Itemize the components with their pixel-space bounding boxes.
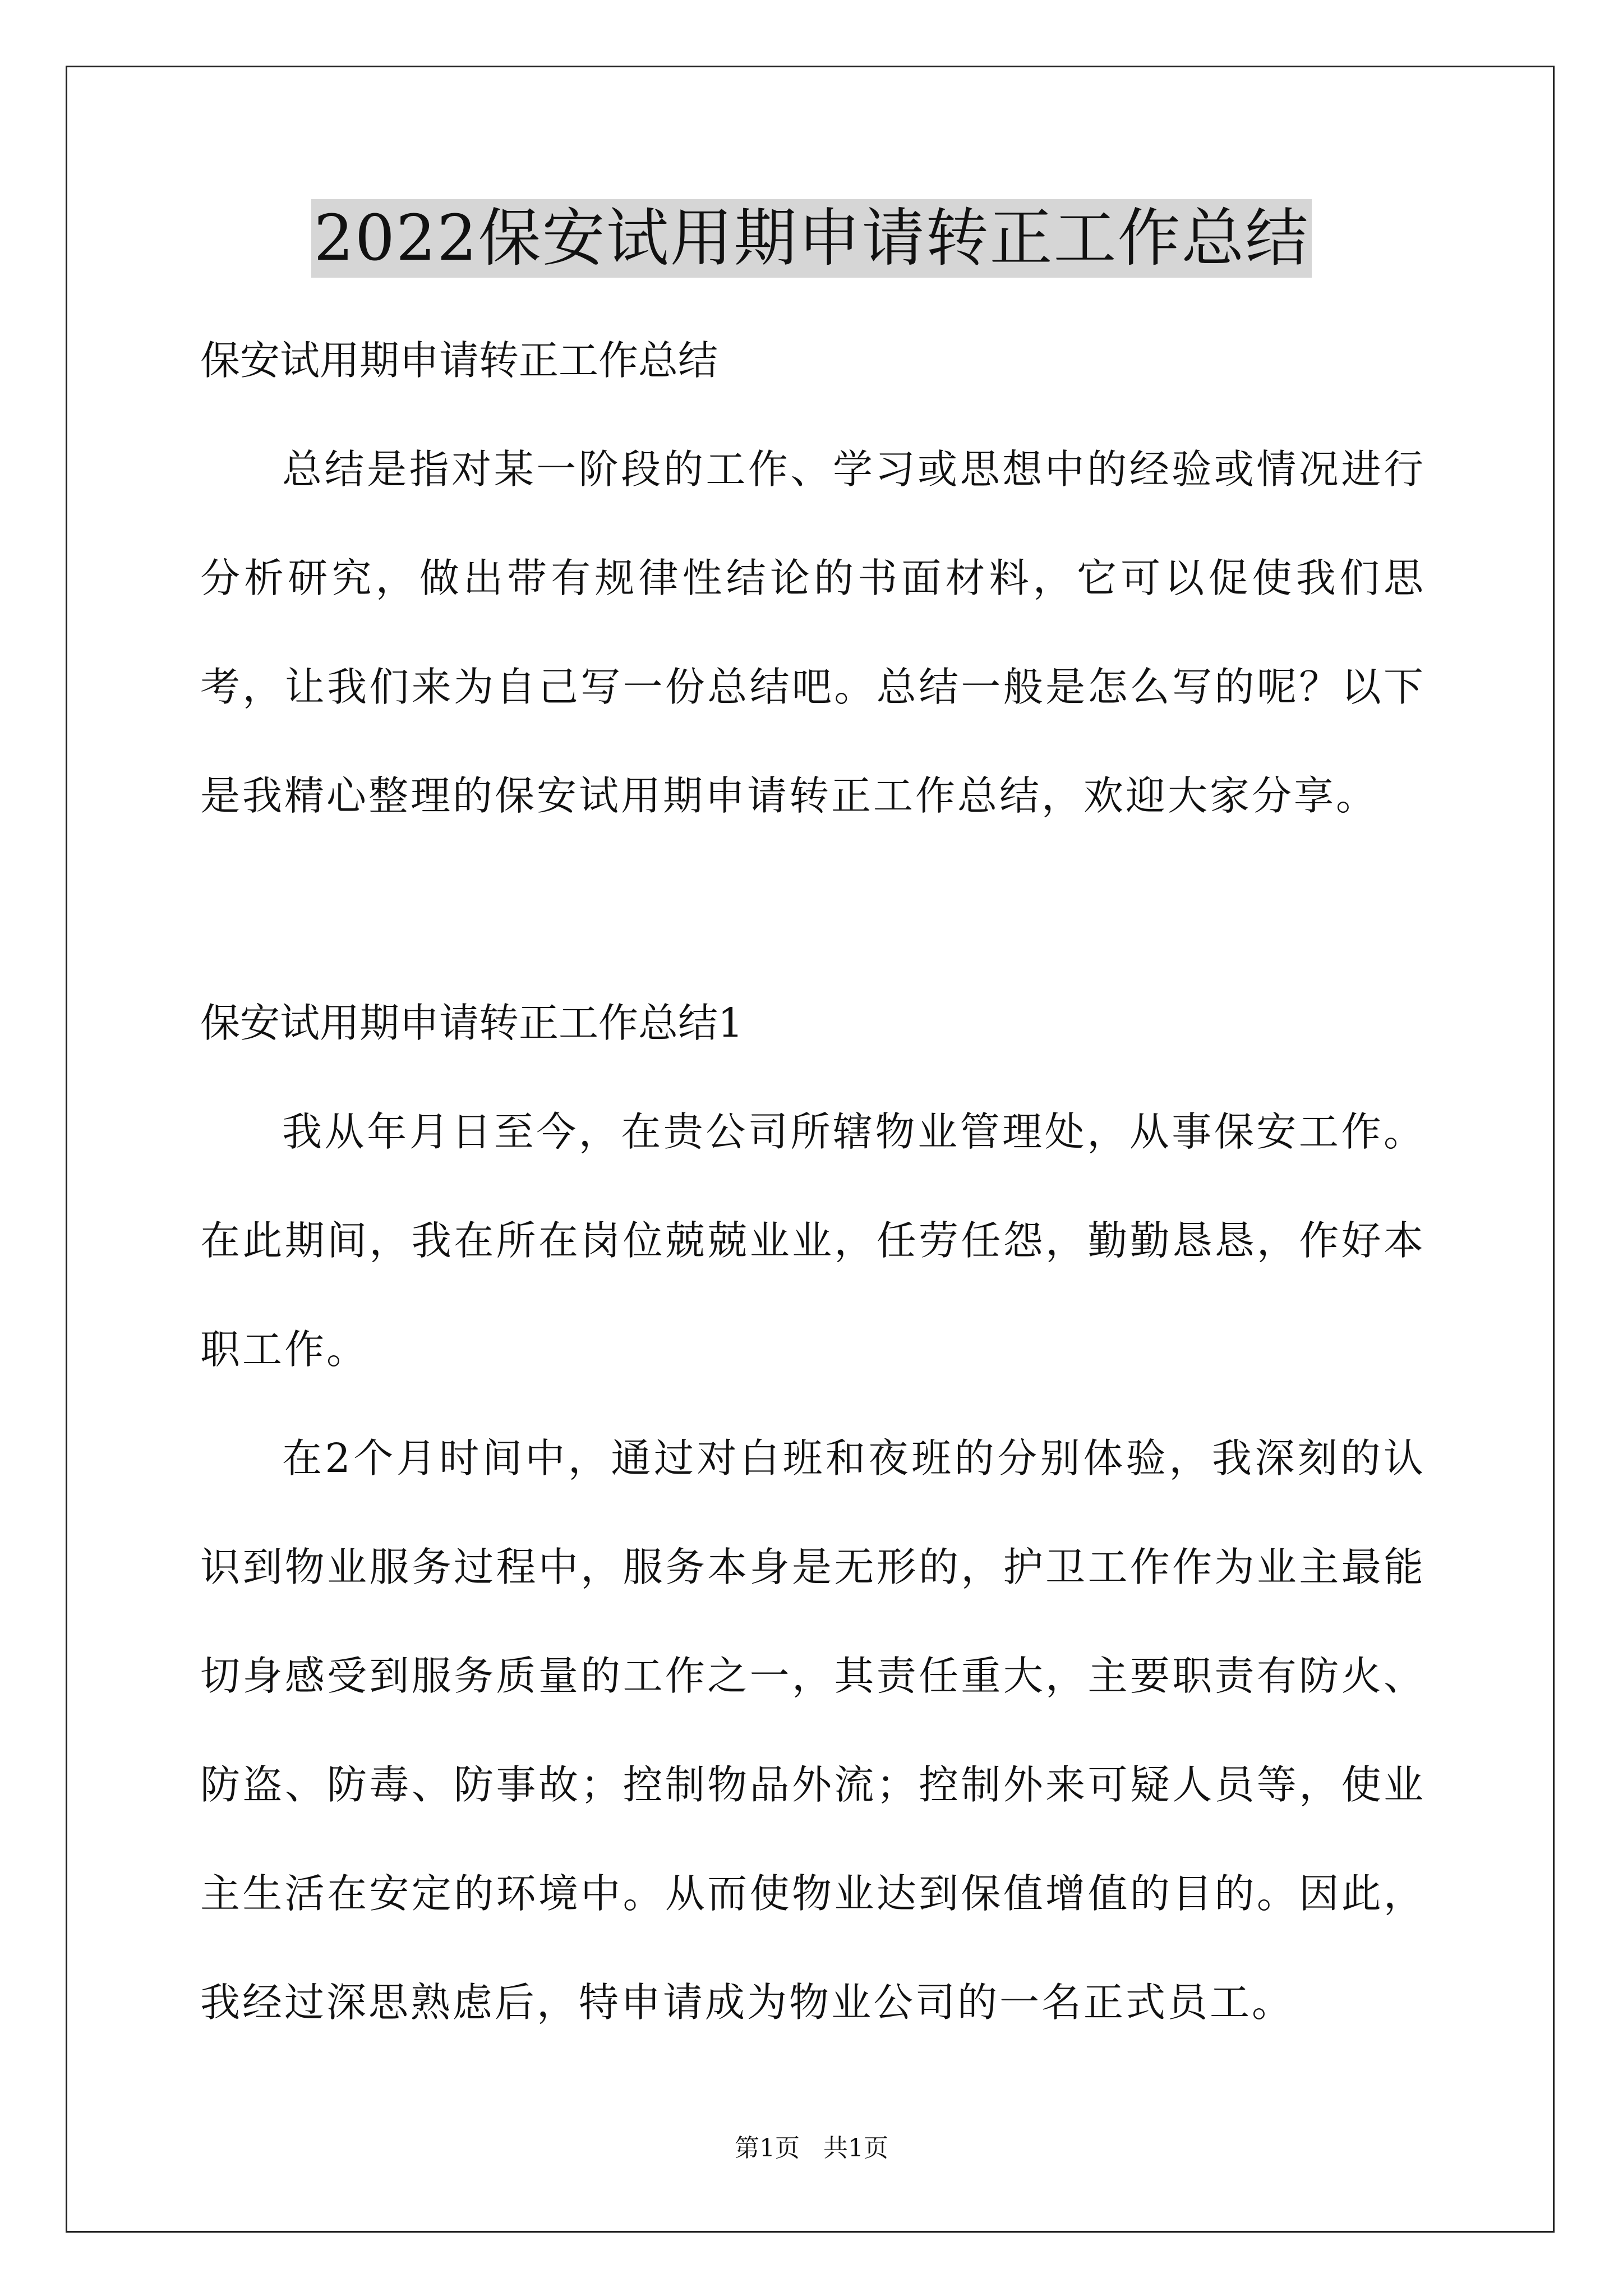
section-heading: 保安试用期申请转正工作总结1 (200, 1000, 744, 1046)
intro-paragraph: 总结是指对某一阶段的工作、学习或思想中的经验或情况进行分析研究，做出带有规律性结论的书面材料，它可以促使我们思考，让我们来为自己写一份总结吧。总结一般是怎么写的呢？以下是我精心整理的保安试用期申请转正工作总结，欢迎大家分享。 (200, 446, 1426, 819)
document-title: 2022保安试用期申请转正工作总结 (311, 199, 1311, 278)
section-paragraph: 在2个月时间中，通过对白班和夜班的分别体验，我深刻的认识到物业服务过程中，服务本身是无形的，护卫工作作为业主最能切身感受到服务质量的工作之一，其责任重大，主要职责有防火、防盗、防毒、防事故；控制物品外流；控制外来可疑人员等，使业主生活在安定的环境中。从而使物业达到保值增值的目的。因此，我经过深思熟虑后，特申请成为物业公司的一名正式员工。 (200, 1435, 1426, 2026)
intro-heading: 保安试用期申请转正工作总结 (200, 337, 718, 384)
document-body (200, 306, 1426, 2057)
title-container (0, 199, 1623, 278)
section-spacer (200, 850, 1426, 968)
page-footer: 第1页 共1页 (735, 2134, 888, 2162)
section-paragraph: 我从年月日至今，在贵公司所辖物业管理处，从事保安工作。在此期间，我在所在岗位兢兢业业，任劳任怨，勤勤恳恳，作好本职工作。 (200, 1108, 1426, 1373)
